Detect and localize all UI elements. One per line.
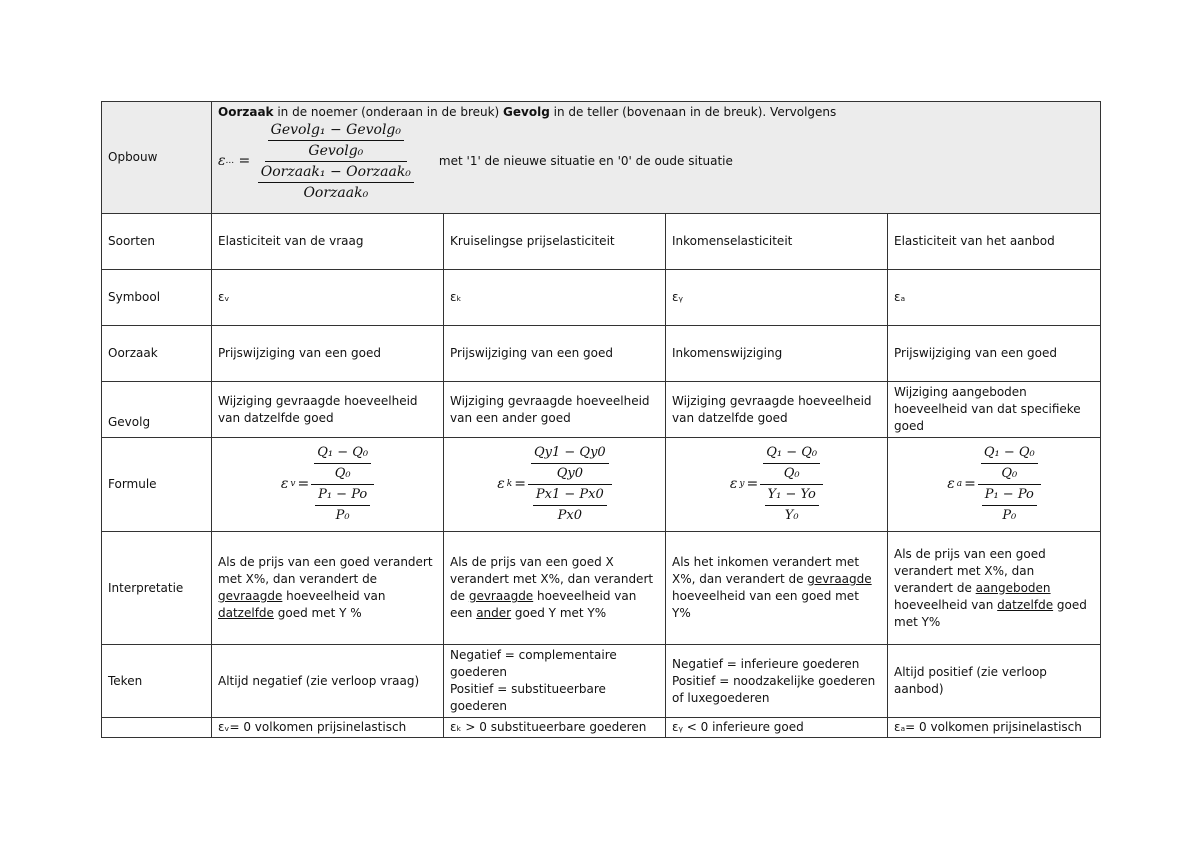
symbool-kruis: εₖ <box>444 270 666 326</box>
teken-inkomen <box>666 645 888 718</box>
interp-kruis-b: hoeveelheid van een <box>450 589 637 620</box>
formule-inkomen-epsilon: ε <box>729 476 738 492</box>
formule-vraag-sub: v <box>290 479 296 489</box>
opbouw-num-num: Gevolg₁ − Gevolg₀ <box>268 120 404 141</box>
soorten-inkomen: Inkomenselasticiteit <box>666 214 888 270</box>
formule-vraag-num-num: Q₁ − Q₀ <box>314 443 371 464</box>
teken-aanbod: Altijd positief (zie verloop aanbod) <box>888 645 1101 718</box>
teken-vraag: Altijd negatief (zie verloop vraag) <box>212 645 444 718</box>
formule-inkomen-sub: y <box>739 479 745 489</box>
oorzaak-aanbod: Prijswijziging van een goed <box>888 326 1101 382</box>
opbouw-gevolg-bold: Gevolg <box>503 105 550 119</box>
interp-aanbod-u1: aangeboden <box>975 580 1051 595</box>
symbool-vraag: εᵥ <box>212 270 444 326</box>
interpretatie-kruis <box>444 532 666 645</box>
row-interpretatie <box>102 532 1101 645</box>
formule-inkomen-den-den: Y₀ <box>784 508 799 523</box>
teken-inkomen-l2: Positief = noodzakelijke goederen of luxegoederen <box>672 673 876 705</box>
opbouw-formula: ε ... = $\frac{\frac{\text{Gevolg₁ − Gevolg₀}}{\text{Gevolg₀}}}{\frac{\text{Oorzaak₁ − Oorzaak₀}}{\text{Oorzaak₀}}}$ met '1' de nieuwe situatie en '0' de oude situatie <box>218 122 733 201</box>
interp-inkomen-a: Als het inkomen verandert met X%, dan verandert de <box>672 555 860 586</box>
row-opbouw <box>102 102 1101 214</box>
opbouw-num-den: Gevolg₀ <box>308 143 364 159</box>
opbouw-cell <box>212 102 1101 214</box>
soorten-vraag: Elasticiteit van de vraag <box>212 214 444 270</box>
interp-vraag-u2: datzelfde <box>218 606 274 620</box>
interp-inkomen-u1: gevraagde <box>807 572 872 586</box>
extra-aanbod: εₐ= 0 volkomen prijsinelastisch <box>888 718 1101 738</box>
opbouw-note: met '1' de nieuwe situatie en '0' de oude situatie <box>438 154 733 168</box>
gevolg-kruis: Wijziging gevraagde hoeveelheid van een ander goed <box>444 382 666 438</box>
formule-kruis-num-num: Qy1 − Qy0 <box>531 443 609 464</box>
formule-aanbod-num-den: Q₀ <box>1001 466 1018 481</box>
oorzaak-kruis: Prijswijziging van een goed <box>444 326 666 382</box>
formule-kruis-num-den: Qy0 <box>556 466 583 481</box>
gevolg-vraag: Wijziging gevraagde hoeveelheid van datzelfde goed <box>212 382 444 438</box>
interp-aanbod-c: goed met Y% <box>894 597 1087 629</box>
row-label-formule: Formule <box>102 438 212 532</box>
row-teken <box>102 645 1101 718</box>
elasticity-table <box>101 101 1101 738</box>
formule-inkomen-num-den: Q₀ <box>783 466 800 481</box>
row-label-opbouw: Opbouw <box>102 102 212 214</box>
teken-kruis-l1: Negatief = complementaire goederen <box>450 648 617 679</box>
opbouw-main-fraction <box>255 120 417 203</box>
formule-aanbod-sub: a <box>956 479 963 489</box>
row-formule <box>102 438 1101 532</box>
row-label-oorzaak: Oorzaak <box>102 326 212 382</box>
formule-kruis: ε k = $\frac{\frac{Qy1 - Qy0}{Qy0}}{\frac{Px1 - Px0}{Px0}}$ <box>444 438 666 532</box>
soorten-kruis: Kruiselingse prijselasticiteit <box>444 214 666 270</box>
symbool-inkomen: εᵧ <box>666 270 888 326</box>
formule-inkomen-num-num: Q₁ − Q₀ <box>763 443 820 464</box>
row-label-interpretatie: Interpretatie <box>102 532 212 645</box>
interp-kruis-c: goed Y met Y% <box>511 606 607 620</box>
formule-kruis-den-num: Px1 − Px0 <box>533 485 607 506</box>
symbool-aanbod: εₐ <box>888 270 1101 326</box>
opbouw-epsilon-sub: ... <box>225 156 235 166</box>
formule-aanbod-epsilon: ε <box>947 476 955 492</box>
interp-vraag-a: Als de prijs van een goed verandert met X%, dan verandert de <box>218 555 433 586</box>
extra-inkomen: εᵧ < 0 inferieure goed <box>666 718 888 738</box>
formule-inkomen: ε y = $\frac{\frac{\text{Q₁ − Q₀}}{\text{Q₀}}}{\frac{\text{Y₁ − Yo}}{\text{Y₀}}}$ <box>666 438 888 532</box>
formule-kruis-epsilon: ε <box>497 476 505 492</box>
teken-inkomen-l1: Negatief = inferieure goederen <box>672 656 860 671</box>
row-label-teken: Teken <box>102 645 212 718</box>
row-label-extra <box>102 718 212 738</box>
opbouw-oorzaak-bold: Oorzaak <box>218 105 274 119</box>
interp-kruis-u2: ander <box>476 606 512 620</box>
soorten-aanbod: Elasticiteit van het aanbod <box>888 214 1101 270</box>
row-label-gevolg: Gevolg <box>102 382 212 438</box>
formule-aanbod: ε a = $\frac{\frac{\text{Q₁ − Q₀}}{\text{Q₀}}}{\frac{\text{P₁ − Po}}{\text{P₀}}}$ <box>888 438 1101 532</box>
row-oorzaak <box>102 326 1101 382</box>
teken-kruis-l2: Positief = substitueerbare goederen <box>450 682 606 713</box>
formule-vraag-den-den: P₀ <box>335 508 350 523</box>
formule-inkomen-den-num: Y₁ − Yo <box>765 485 819 506</box>
interp-kruis-a: Als de prijs van een goed X verandert met X%, dan verandert de <box>450 555 654 603</box>
oorzaak-inkomen: Inkomenswijziging <box>666 326 888 382</box>
formule-aanbod-den-num: P₁ − Po <box>982 485 1037 506</box>
interp-kruis-u1: gevraagde <box>468 589 534 603</box>
formule-vraag-num-den: Q₀ <box>334 466 351 481</box>
interpretatie-inkomen <box>666 532 888 645</box>
opbouw-den-den: Oorzaak₀ <box>303 185 369 201</box>
opbouw-den-num: Oorzaak₁ − Oorzaak₀ <box>258 162 414 183</box>
formule-vraag-epsilon: ε <box>280 476 289 492</box>
row-label-soorten: Soorten <box>102 214 212 270</box>
row-label-symbool: Symbool <box>102 270 212 326</box>
gevolg-inkomen: Wijziging gevraagde hoeveelheid van datzelfde goed <box>666 382 888 438</box>
interpretatie-aanbod <box>888 532 1101 645</box>
formule-vraag-den-num: P₁ − Po <box>315 485 370 506</box>
teken-kruis <box>444 645 666 718</box>
formule-vraag: ε v = $\frac{\frac{\text{Q₁ − Q₀}}{\text{Q₀}}}{\frac{\text{P₁ − Po}}{\text{P₀}}}$ <box>212 438 444 532</box>
opbouw-intro-text2: in de teller (bovenaan in de breuk). Vervolgens <box>549 105 837 119</box>
interp-aanbod-a: Als de prijs van een goed verandert met X%, dan verandert de <box>894 546 1046 595</box>
extra-kruis: εₖ > 0 substitueerbare goederen <box>444 718 666 738</box>
opbouw-intro-text1: in de noemer (onderaan in de breuk) <box>273 105 504 119</box>
formule-aanbod-den-den: P₀ <box>1002 508 1017 523</box>
interpretatie-vraag <box>212 532 444 645</box>
row-gevolg <box>102 382 1101 438</box>
extra-vraag: εᵥ= 0 volkomen prijsinelastisch <box>212 718 444 738</box>
interp-aanbod-b: hoeveelheid van <box>894 597 998 612</box>
opbouw-epsilon: ε <box>218 153 226 169</box>
gevolg-aanbod: Wijziging aangeboden hoeveelheid van dat specifieke goed <box>888 382 1101 438</box>
interp-inkomen-b: hoeveelheid van een goed met Y% <box>672 589 859 620</box>
formule-kruis-sub: k <box>506 479 513 489</box>
interp-vraag-b: hoeveelheid van <box>282 589 386 603</box>
interp-vraag-c: goed met Y % <box>273 606 362 620</box>
row-symbool <box>102 270 1101 326</box>
oorzaak-vraag: Prijswijziging van een goed <box>212 326 444 382</box>
row-extra <box>102 718 1101 738</box>
opbouw-intro <box>218 104 836 121</box>
formule-kruis-den-den: Px0 <box>557 508 583 523</box>
row-soorten <box>102 214 1101 270</box>
interp-vraag-u1: gevraagde <box>218 589 283 603</box>
interp-aanbod-u2: datzelfde <box>997 597 1054 612</box>
formule-aanbod-num-num: Q₁ − Q₀ <box>981 443 1038 464</box>
